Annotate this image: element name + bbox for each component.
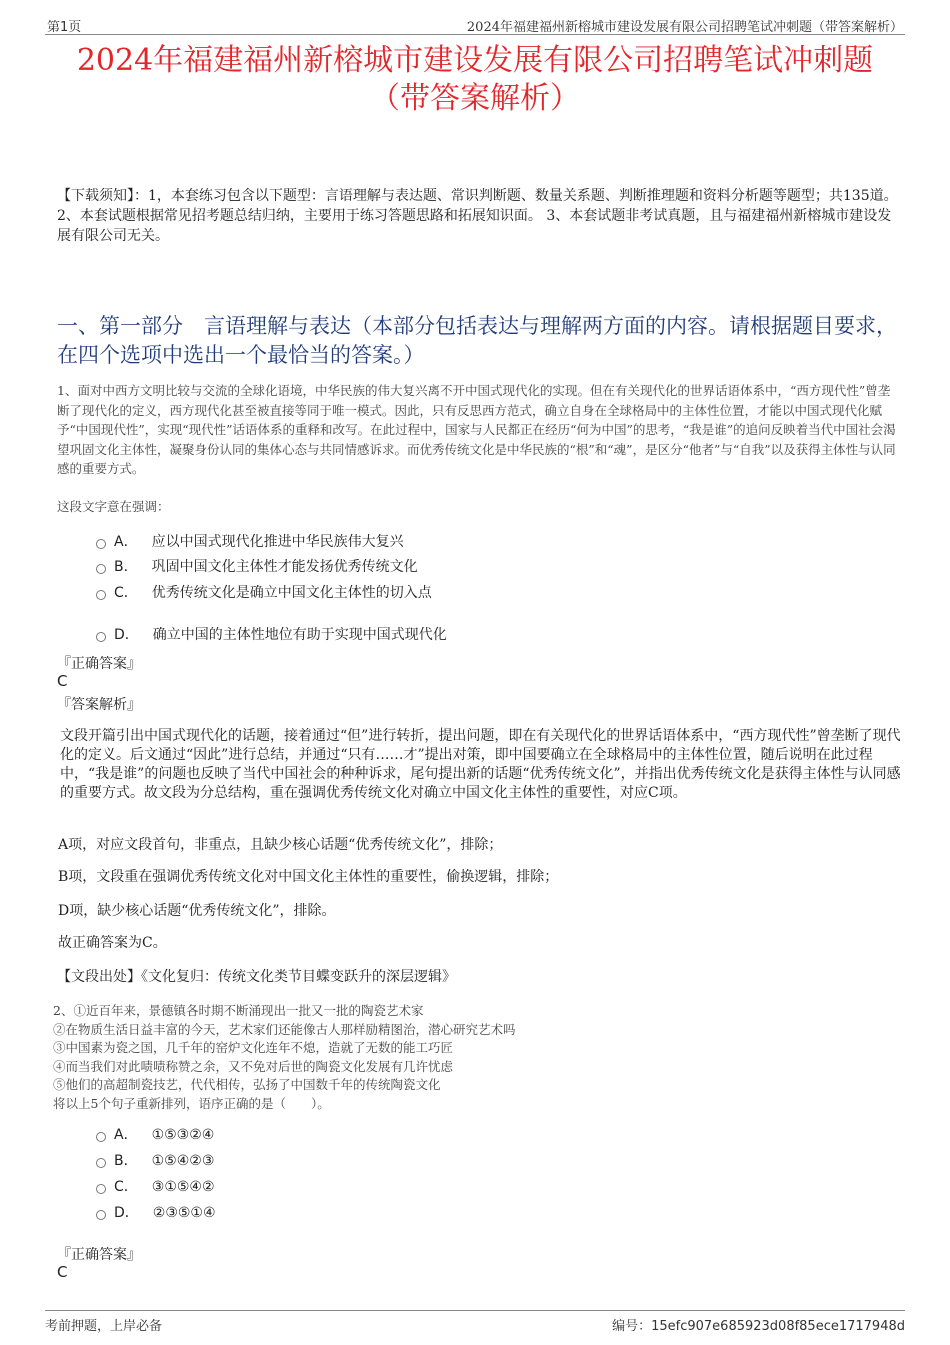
title-line-1: 2024年福建福州新榕城市建设发展有限公司招聘笔试冲刺题 xyxy=(76,43,874,78)
radio-icon[interactable] xyxy=(96,1210,106,1220)
q2-line: ②在物质生活日益丰富的今天，艺术家们还能像古人那样励精图治，潜心研究艺术吗 xyxy=(53,1021,516,1037)
radio-icon[interactable] xyxy=(96,1158,106,1168)
q1-option-d[interactable]: D． 确立中国的主体性地位有助于实现中国式现代化 xyxy=(96,625,447,645)
question-1-text: 1、面对中西方文明比较与交流的全球化语境，中华民族的伟大复兴离不开中国式现代化的实现。但在有关现代化的世界话语体系中，“西方现代性”曾垄断了现代化的定义，西方现代化甚至被直接等同于唯一模式。因此，只有反思西方范式，确立自身在全球格局中的主体性位置，才能以中国式现代化赋予“中国现代性”，实现“现代性”话语体系的重释和改写。在此过程中，国家与人民都正在经历“何为中国”的思考，“我是谁”的追问反映着当代中国社会渴望巩固文化主体性，凝聚身份认同的集体心态与共同情感诉求。而优秀传统文化是中华民族的“根”和“魂”，是区分“他者”与“自我”以及获得主体性与认同感的重要方式。 xyxy=(57,383,896,476)
q2-line: ④而当我们对此啧啧称赞之余，又不免对后世的陶瓷文化发展有几许忧虑 xyxy=(53,1058,454,1074)
header-doc-title: 2024年福建福州新榕城市建设发展有限公司招聘笔试冲刺题（带答案解析） xyxy=(466,20,903,35)
q1-option-c[interactable]: C． 优秀传统文化是确立中国文化主体性的切入点 xyxy=(96,583,432,603)
q1-analysis-b: B项，文段重在强调优秀传统文化对中国文化主体性的重要性，偷换逻辑，排除； xyxy=(58,869,559,885)
radio-icon[interactable] xyxy=(96,632,106,642)
q2-option-a[interactable]: A． ①⑤③②④ xyxy=(96,1125,214,1145)
footer-slogan: 考前押题，上岸必备 xyxy=(45,1319,163,1334)
section-heading: 一、第一部分 言语理解与表达（本部分包括表达与理解两方面的内容。请根据题目要求，在四个选项中选出一个最恰当的答案。） xyxy=(57,314,897,367)
footer-code: 编号：15efc907e685923d08f85ece1717948d xyxy=(612,1319,905,1334)
radio-icon[interactable] xyxy=(96,1184,106,1194)
radio-icon[interactable] xyxy=(96,539,106,549)
q1-analysis: 文段开篇引出中国式现代化的话题，接着通过“但”进行转折，提出问题，即在有关现代化的世界话语体系中，“西方现代性”曾垄断了现代化的定义。后文通过“因此”进行总结，并通过“只有……才”提出对策，即中国要确立在全球格局中的主体性位置，随后说明在此过程中，“我是谁”的问题也反映了当代中国社会的种种诉求，尾句提出新的话题“优秀传统文化”，并指出优秀传统文化是获得主体性与认同感的重要方式。故文段为分总结构，重在强调优秀传统文化对确立中国文化主体性的重要性，对应C项。 xyxy=(60,728,901,801)
q1-option-a[interactable]: A． 应以中国式现代化推进中华民族伟大复兴 xyxy=(96,532,404,552)
q2-option-c[interactable]: C． ③①⑤④② xyxy=(96,1177,215,1197)
q1-source: 【文段出处】《文化复归：传统文化类节目蝶变跃升的深层逻辑》 xyxy=(57,969,456,985)
q2-answer: C xyxy=(57,1263,68,1281)
question-1-stem: 这段文字意在强调： xyxy=(57,499,170,514)
page-number: 第1页 xyxy=(47,20,82,35)
q2-line: 将以上5个句子重新排列，语序正确的是（ ）。 xyxy=(53,1095,330,1111)
download-notice: 【下载须知】：1，本套练习包含以下题型：言语理解与表达题、常识判断题、数量关系题、判断推理题和资料分析题等题型；共135道。 2、本套试题根据常见招考题总结归纳，主要用于练习答题思路和拓展知识面。 3、本套试题非考试真题，且与福建福州新榕城市建设发展有限公司无关。 xyxy=(57,188,898,244)
q1-answer-label: 『正确答案』 xyxy=(57,656,141,672)
question-2-text xyxy=(53,1002,516,1113)
page-footer xyxy=(45,1310,905,1333)
page-header xyxy=(45,14,905,35)
radio-icon[interactable] xyxy=(96,590,106,600)
q2-line: ⑤他们的高超制瓷技艺，代代相传，弘扬了中国数千年的传统陶瓷文化 xyxy=(53,1077,441,1092)
q2-line: 2、①近百年来，景德镇各时期不断涌现出一批又一批的陶瓷艺术家 xyxy=(53,1003,424,1018)
document-title xyxy=(30,42,920,118)
q1-conclusion: 故正确答案为C。 xyxy=(58,935,167,951)
q2-line: ③中国素为瓷之国，几千年的窑炉文化连年不熄，造就了无数的能工巧匠 xyxy=(53,1040,454,1055)
q1-analysis-d: D项，缺少核心话题“优秀传统文化”，排除。 xyxy=(58,903,336,919)
title-line-2: （带答案解析） xyxy=(370,81,580,116)
q1-answer: C xyxy=(57,672,68,690)
q1-analysis-label: 『答案解析』 xyxy=(57,697,141,713)
radio-icon[interactable] xyxy=(96,1132,106,1142)
q2-answer-label: 『正确答案』 xyxy=(57,1247,141,1263)
q2-option-d[interactable]: D． ②③⑤①④ xyxy=(96,1203,216,1223)
q2-option-b[interactable]: B． ①⑤④②③ xyxy=(96,1151,214,1171)
radio-icon[interactable] xyxy=(96,564,106,574)
q1-analysis-a: A项，对应文段首句，非重点，且缺少核心话题“优秀传统文化”，排除； xyxy=(58,837,503,853)
q1-option-b[interactable]: B． 巩固中国文化主体性才能发扬优秀传统文化 xyxy=(96,557,418,577)
